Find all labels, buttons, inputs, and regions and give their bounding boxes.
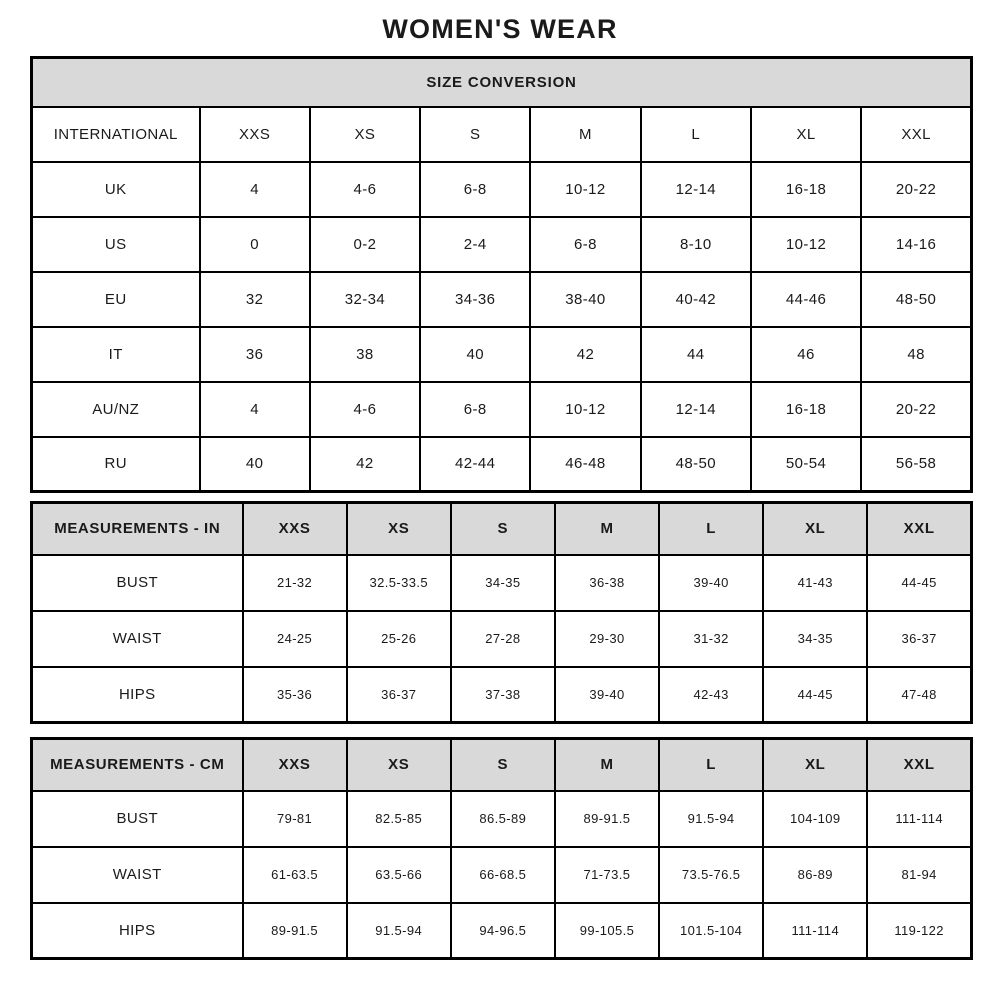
measurements-cm-cell-hips-l: 101.5-104 [659, 903, 763, 959]
size-conversion-row-us [32, 217, 972, 272]
size-conversion-cell-it-s: 40 [420, 327, 530, 382]
measurements-cm-cell-waist-xl: 86-89 [763, 847, 867, 903]
measurements-cm-row-bust [32, 791, 972, 847]
size-conversion-row-label-au-nz: AU/NZ [32, 382, 200, 437]
measurements-cm-cell-hips-s: 94-96.5 [451, 903, 555, 959]
measurements-in-cell-waist-xs: 25-26 [347, 611, 451, 667]
size-conversion-row-label-eu: EU [32, 272, 200, 327]
size-conversion-cell-ru-xl: 50-54 [751, 437, 861, 492]
size-conversion-cell-us-m: 6-8 [530, 217, 640, 272]
measurements-cm-cell-bust-xl: 104-109 [763, 791, 867, 847]
size-conversion-header-row [32, 107, 972, 162]
page-title: WOMEN'S WEAR [382, 14, 618, 44]
measurements-in-header-m: M [555, 503, 659, 555]
measurements-in-cell-waist-xxl: 36-37 [867, 611, 971, 667]
size-conversion-cell-uk-s: 6-8 [420, 162, 530, 217]
measurements-cm-body [32, 791, 972, 959]
measurements-in-table [30, 501, 973, 724]
measurements-cm-cell-hips-xxs: 89-91.5 [243, 903, 347, 959]
measurements-in-row-label-bust: BUST [32, 555, 243, 611]
measurements-in-body [32, 555, 972, 723]
measurements-cm-header-xs: XS [347, 739, 451, 791]
size-conversion-cell-us-l: 8-10 [641, 217, 751, 272]
measurements-cm-header-l: L [659, 739, 763, 791]
measurements-cm-cell-bust-s: 86.5-89 [451, 791, 555, 847]
size-conversion-cell-au-nz-xxs: 4 [200, 382, 310, 437]
measurements-in-header-l: L [659, 503, 763, 555]
measurements-cm-header-xxs: XXS [243, 739, 347, 791]
size-conversion-header-international: INTERNATIONAL [32, 107, 200, 162]
measurements-in-cell-hips-xs: 36-37 [347, 667, 451, 723]
size-conversion-cell-uk-xs: 4-6 [310, 162, 420, 217]
size-conversion-cell-it-xl: 46 [751, 327, 861, 382]
size-conversion-header-xxl: XXL [861, 107, 971, 162]
measurements-cm-cell-hips-xs: 91.5-94 [347, 903, 451, 959]
measurements-in-cell-bust-l: 39-40 [659, 555, 763, 611]
measurements-cm-cell-hips-m: 99-105.5 [555, 903, 659, 959]
size-conversion-cell-uk-xl: 16-18 [751, 162, 861, 217]
measurements-in-cell-bust-xl: 41-43 [763, 555, 867, 611]
size-conversion-cell-au-nz-xs: 4-6 [310, 382, 420, 437]
measurements-cm-header-xl: XL [763, 739, 867, 791]
measurements-cm-cell-bust-xxs: 79-81 [243, 791, 347, 847]
size-conversion-cell-ru-xs: 42 [310, 437, 420, 492]
measurements-cm-cell-hips-xl: 111-114 [763, 903, 867, 959]
size-conversion-table [30, 56, 973, 493]
measurements-cm-row-hips [32, 903, 972, 959]
size-conversion-cell-it-xxl: 48 [861, 327, 971, 382]
measurements-cm-row-label-bust: BUST [32, 791, 243, 847]
measurements-in-header-s: S [451, 503, 555, 555]
measurements-cm-cell-waist-xs: 63.5-66 [347, 847, 451, 903]
size-conversion-cell-ru-m: 46-48 [530, 437, 640, 492]
measurements-cm-cell-waist-l: 73.5-76.5 [659, 847, 763, 903]
measurements-cm-cell-bust-xxl: 111-114 [867, 791, 971, 847]
measurements-cm-head [32, 739, 972, 791]
measurements-in-cell-waist-xxs: 24-25 [243, 611, 347, 667]
size-conversion-cell-it-m: 42 [530, 327, 640, 382]
measurements-in-row-label-waist: WAIST [32, 611, 243, 667]
measurements-in-cell-bust-m: 36-38 [555, 555, 659, 611]
size-conversion-cell-eu-xxl: 48-50 [861, 272, 971, 327]
size-conversion-cell-eu-s: 34-36 [420, 272, 530, 327]
measurements-in-cell-hips-xl: 44-45 [763, 667, 867, 723]
measurements-in-header-row [32, 503, 972, 555]
measurements-in-cell-waist-s: 27-28 [451, 611, 555, 667]
size-conversion-cell-us-xs: 0-2 [310, 217, 420, 272]
size-conversion-header-l: L [641, 107, 751, 162]
size-conversion-header-xs: XS [310, 107, 420, 162]
size-conversion-banner-row [32, 58, 972, 107]
size-conversion-row-label-us: US [32, 217, 200, 272]
size-conversion-row-au-nz [32, 382, 972, 437]
size-conversion-cell-us-xxs: 0 [200, 217, 310, 272]
measurements-cm-cell-bust-m: 89-91.5 [555, 791, 659, 847]
size-conversion-cell-us-xl: 10-12 [751, 217, 861, 272]
measurements-cm-header-row [32, 739, 972, 791]
measurements-cm-table [30, 737, 973, 960]
measurements-in-row-hips [32, 667, 972, 723]
size-conversion-cell-eu-xs: 32-34 [310, 272, 420, 327]
size-conversion-title: SIZE CONVERSION [32, 58, 972, 107]
measurements-in-cell-waist-l: 31-32 [659, 611, 763, 667]
measurements-cm-row-label-waist: WAIST [32, 847, 243, 903]
measurements-in-cell-bust-xxl: 44-45 [867, 555, 971, 611]
measurements-cm-cell-waist-s: 66-68.5 [451, 847, 555, 903]
measurements-in-header-measurements-in: MEASUREMENTS - IN [32, 503, 243, 555]
measurements-cm-cell-waist-m: 71-73.5 [555, 847, 659, 903]
size-conversion-cell-us-s: 2-4 [420, 217, 530, 272]
size-conversion-cell-us-xxl: 14-16 [861, 217, 971, 272]
measurements-cm-header-xxl: XXL [867, 739, 971, 791]
size-conversion-row-uk [32, 162, 972, 217]
size-conversion-cell-ru-xxl: 56-58 [861, 437, 971, 492]
size-conversion-cell-au-nz-xl: 16-18 [751, 382, 861, 437]
measurements-in-header-xs: XS [347, 503, 451, 555]
measurements-in-cell-bust-xs: 32.5-33.5 [347, 555, 451, 611]
measurements-cm-cell-bust-xs: 82.5-85 [347, 791, 451, 847]
size-conversion-header-xxs: XXS [200, 107, 310, 162]
measurements-in-cell-hips-xxl: 47-48 [867, 667, 971, 723]
size-conversion-row-label-it: IT [32, 327, 200, 382]
measurements-in-cell-hips-l: 42-43 [659, 667, 763, 723]
size-conversion-head [32, 58, 972, 162]
measurements-in-cell-hips-xxs: 35-36 [243, 667, 347, 723]
measurements-cm-header-measurements-cm: MEASUREMENTS - CM [32, 739, 243, 791]
size-conversion-row-eu [32, 272, 972, 327]
size-conversion-header-xl: XL [751, 107, 861, 162]
measurements-in-cell-hips-m: 39-40 [555, 667, 659, 723]
measurements-cm-cell-waist-xxl: 81-94 [867, 847, 971, 903]
size-conversion-cell-eu-xl: 44-46 [751, 272, 861, 327]
size-conversion-cell-uk-m: 10-12 [530, 162, 640, 217]
size-conversion-cell-au-nz-m: 10-12 [530, 382, 640, 437]
measurements-in-header-xl: XL [763, 503, 867, 555]
size-conversion-cell-it-xxs: 36 [200, 327, 310, 382]
size-conversion-cell-uk-xxs: 4 [200, 162, 310, 217]
size-conversion-header-m: M [530, 107, 640, 162]
measurements-cm-row-label-hips: HIPS [32, 903, 243, 959]
measurements-in-cell-bust-s: 34-35 [451, 555, 555, 611]
size-conversion-header-s: S [420, 107, 530, 162]
size-conversion-cell-uk-l: 12-14 [641, 162, 751, 217]
measurements-in-header-xxs: XXS [243, 503, 347, 555]
size-conversion-cell-eu-m: 38-40 [530, 272, 640, 327]
size-conversion-row-ru [32, 437, 972, 492]
measurements-in-cell-waist-xl: 34-35 [763, 611, 867, 667]
measurements-in-row-bust [32, 555, 972, 611]
measurements-in-cell-bust-xxs: 21-32 [243, 555, 347, 611]
size-conversion-cell-ru-xxs: 40 [200, 437, 310, 492]
size-conversion-cell-it-xs: 38 [310, 327, 420, 382]
measurements-in-row-waist [32, 611, 972, 667]
size-conversion-cell-eu-l: 40-42 [641, 272, 751, 327]
size-conversion-cell-au-nz-s: 6-8 [420, 382, 530, 437]
size-conversion-body [32, 162, 972, 492]
size-conversion-cell-it-l: 44 [641, 327, 751, 382]
size-conversion-cell-uk-xxl: 20-22 [861, 162, 971, 217]
size-conversion-cell-ru-l: 48-50 [641, 437, 751, 492]
size-conversion-cell-au-nz-xxl: 20-22 [861, 382, 971, 437]
measurements-in-head [32, 503, 972, 555]
measurements-cm-header-m: M [555, 739, 659, 791]
measurements-cm-cell-bust-l: 91.5-94 [659, 791, 763, 847]
size-conversion-cell-au-nz-l: 12-14 [641, 382, 751, 437]
size-conversion-row-label-uk: UK [32, 162, 200, 217]
measurements-cm-cell-hips-xxl: 119-122 [867, 903, 971, 959]
measurements-in-header-xxl: XXL [867, 503, 971, 555]
measurements-in-cell-hips-s: 37-38 [451, 667, 555, 723]
size-conversion-row-label-ru: RU [32, 437, 200, 492]
measurements-in-cell-waist-m: 29-30 [555, 611, 659, 667]
measurements-in-row-label-hips: HIPS [32, 667, 243, 723]
measurements-cm-header-s: S [451, 739, 555, 791]
measurements-cm-row-waist [32, 847, 972, 903]
size-conversion-row-it [32, 327, 972, 382]
size-conversion-cell-eu-xxs: 32 [200, 272, 310, 327]
size-conversion-cell-ru-s: 42-44 [420, 437, 530, 492]
measurements-cm-cell-waist-xxs: 61-63.5 [243, 847, 347, 903]
